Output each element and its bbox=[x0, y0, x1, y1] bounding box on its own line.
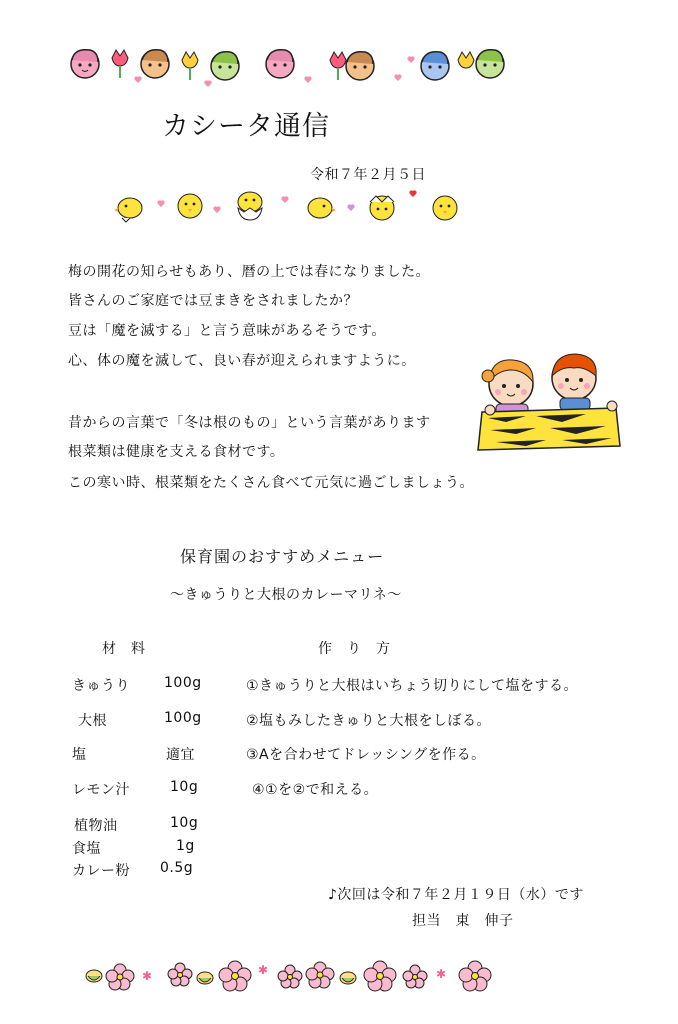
ingredients-header: 材 料 bbox=[102, 641, 146, 657]
heart-icon bbox=[157, 200, 164, 207]
issue-date: 令和７年２月５日 bbox=[310, 167, 426, 183]
recipe-step: ④①を②で和える。 bbox=[252, 782, 379, 798]
ingredient-amount: 100g bbox=[164, 710, 202, 726]
tulip-icon bbox=[330, 52, 346, 80]
ingredient-amount: 1g bbox=[176, 838, 195, 854]
sparkle-icon bbox=[436, 967, 446, 981]
ingredient-amount: 10g bbox=[170, 815, 199, 831]
ingredient-name: 食塩 bbox=[72, 841, 101, 857]
ingredient-amount: 0.5g bbox=[160, 860, 194, 876]
bud-icon bbox=[86, 970, 102, 982]
svg-text:✱: ✱ bbox=[258, 963, 269, 977]
flower-icon bbox=[106, 964, 134, 990]
tulip-icon bbox=[458, 52, 474, 68]
ingredient-name: 植物油 bbox=[74, 818, 118, 834]
steps-header: 作 り 方 bbox=[318, 641, 391, 657]
chick-icon bbox=[308, 198, 336, 218]
recipe-step: ③Aを合わせてドレッシングを作る。 bbox=[246, 747, 486, 763]
paragraph-1-line: 梅の開花の知らせもあり、暦の上では春になりました。 bbox=[68, 264, 431, 280]
flower-border-bottom bbox=[80, 958, 510, 994]
bird-orange-icon bbox=[346, 52, 374, 80]
children-illustration bbox=[466, 346, 626, 456]
menu-heading: 保育園のおすすめメニュー bbox=[180, 547, 385, 566]
ingredient-name: 大根 bbox=[78, 713, 107, 729]
recipe-step: ①きゅうりと大根はいちょう切りにして塩をする。 bbox=[246, 678, 579, 694]
bird-green-icon bbox=[211, 52, 239, 80]
recipe-step: ②塩もみしたきゅりと大根をしぼる。 bbox=[246, 713, 492, 729]
author-credit: 担当 東 伸子 bbox=[412, 913, 514, 929]
bird-border-top bbox=[60, 40, 510, 88]
ingredient-amount: 10g bbox=[170, 779, 199, 795]
tulip-icon bbox=[182, 52, 198, 80]
dish-name: ～きゅうりと大根のカレーマリネ～ bbox=[170, 587, 402, 603]
next-issue-notice: ♪次回は令和７年２月１９日（水）です bbox=[328, 887, 584, 903]
paragraph-1-line: 心、体の魔を滅して、良い春が迎えられますように。 bbox=[68, 353, 416, 369]
bird-pink-icon bbox=[71, 50, 99, 78]
ingredient-name: 塩 bbox=[72, 747, 87, 763]
newsletter-title: カシータ通信 bbox=[162, 111, 330, 142]
flower-icon bbox=[403, 965, 427, 988]
flower-icon bbox=[306, 962, 334, 988]
paragraph-1-line: 皆さんのご家庭では豆まきをされましたか？ bbox=[68, 293, 358, 309]
bud-icon bbox=[340, 972, 356, 984]
sparkle-icon bbox=[142, 969, 152, 983]
chick-border bbox=[110, 182, 470, 226]
heart-icon bbox=[409, 190, 416, 197]
paragraph-2-line: 根菜類は健康を支える食材です。 bbox=[68, 444, 285, 460]
ingredient-name: きゅうり bbox=[72, 678, 130, 694]
ingredient-name: カレー粉 bbox=[72, 863, 130, 879]
paragraph-2-line: 昔からの言葉で「冬は根のもの」という言葉があります bbox=[68, 415, 431, 431]
heart-icon bbox=[281, 196, 288, 203]
chick-icon bbox=[114, 198, 142, 222]
heart-icon bbox=[213, 206, 220, 213]
flower-icon bbox=[364, 961, 396, 991]
chick-icon bbox=[178, 194, 202, 218]
heart-icon bbox=[347, 204, 354, 211]
ingredient-amount: 適宜 bbox=[166, 747, 195, 763]
flower-icon bbox=[219, 961, 251, 991]
ingredient-name: レモン汁 bbox=[72, 782, 130, 798]
bird-blue-icon bbox=[421, 52, 449, 80]
boy-icon bbox=[552, 354, 596, 410]
chick-icon bbox=[433, 196, 457, 220]
sparkle-icon bbox=[258, 963, 268, 977]
flower-icon bbox=[278, 965, 302, 988]
bird-green-icon bbox=[476, 50, 504, 78]
tulip-icon bbox=[112, 50, 128, 78]
bird-orange-icon bbox=[141, 50, 169, 78]
paragraph-2-line: この寒い時、根菜類をたくさん食べて元気に過ごしましょう。 bbox=[68, 475, 474, 491]
paragraph-1-line: 豆は「魔を滅する」と言う意味があるそうです。 bbox=[68, 323, 386, 339]
ingredient-amount: 100g bbox=[164, 675, 202, 691]
flower-icon bbox=[459, 961, 491, 991]
bud-icon bbox=[197, 972, 213, 984]
svg-text:✱: ✱ bbox=[142, 969, 153, 983]
flower-icon bbox=[168, 963, 192, 986]
bird-pink-icon bbox=[266, 50, 294, 78]
chick-icon bbox=[238, 192, 262, 220]
chick-icon bbox=[370, 196, 394, 220]
svg-text:✱: ✱ bbox=[436, 967, 447, 981]
